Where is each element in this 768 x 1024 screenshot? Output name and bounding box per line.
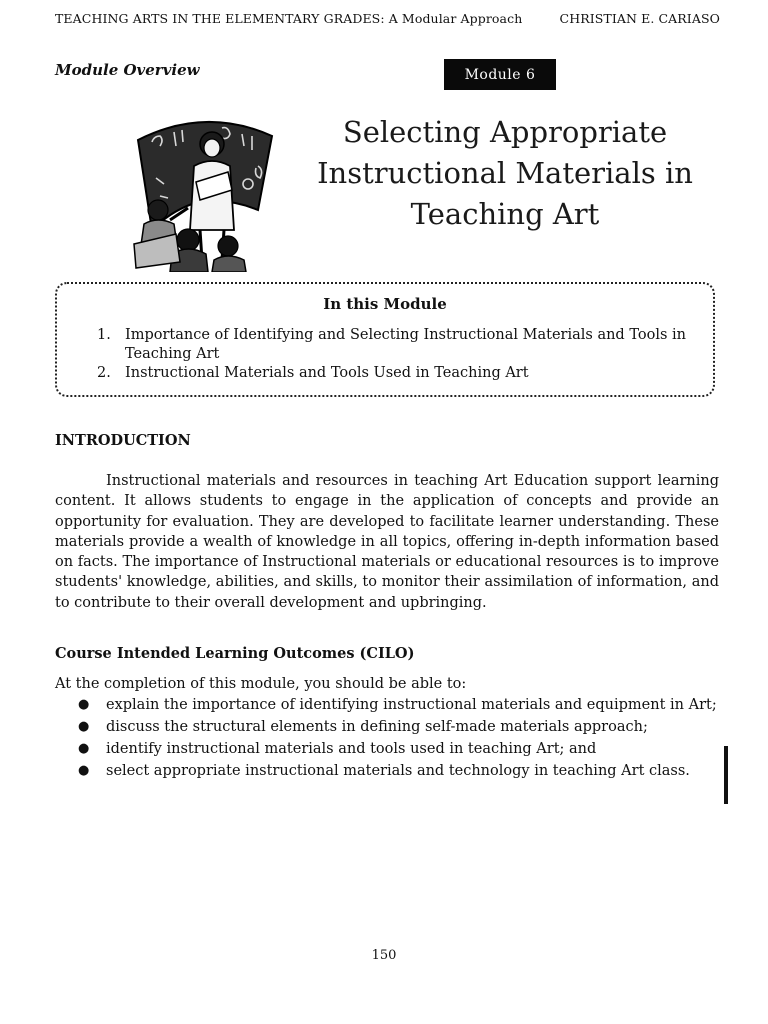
bullet-icon: ● — [78, 741, 90, 756]
teacher-with-students-icon — [130, 112, 280, 272]
list-item-number: 2. — [97, 365, 111, 381]
header-author: CHRISTIAN E. CARIASO — [559, 11, 720, 26]
list-item-text: select appropriate instructional materials and technology in teaching Art class. — [106, 763, 690, 779]
list-item — [78, 716, 718, 738]
list-item-text: discuss the structural elements in defining self-made materials approach; — [106, 719, 648, 735]
list-item — [78, 694, 718, 716]
margin-change-bar — [724, 746, 728, 804]
list-item-text: explain the importance of identifying instructional materials and equipment in Art; — [106, 697, 717, 713]
cilo-outcomes-list — [78, 694, 718, 782]
introduction-heading: INTRODUCTION — [55, 432, 191, 449]
list-item-line: Importance of Identifying and Selecting Instructional Materials and Tools in — [125, 327, 686, 343]
bullet-icon: ● — [78, 719, 90, 734]
list-item-text: identify instructional materials and tools used in teaching Art; and — [106, 741, 597, 757]
list-item-text — [125, 326, 686, 364]
in-this-module-box — [55, 282, 715, 397]
title-line: Instructional Materials in — [317, 156, 693, 190]
list-item-line: Instructional Materials and Tools Used in Teaching Art — [125, 365, 529, 381]
title-line: Teaching Art — [410, 197, 600, 231]
bullet-icon: ● — [78, 763, 90, 778]
header-course-title: TEACHING ARTS IN THE ELEMENTARY GRADES: A Modular Approach — [55, 11, 523, 26]
module-overview-label: Module Overview — [55, 61, 200, 79]
page-number: 150 — [371, 948, 397, 963]
list-item-number: 1. — [97, 327, 111, 343]
title-line: Selecting Appropriate — [342, 115, 668, 149]
introduction-paragraph: Instructional materials and resources in teaching Art Education support learning content. It allows students to engage in the application of concepts and provide an opportunity for evaluation. They are developed to facilitate learner understanding. These materials provide a wealth of knowledge in all topics, offering in-depth information based on facts. The importance of Instructional materials or educational resources is to improve students' knowledge, abilities, and skills, to monitor their assimilation of information, and to contribute to their overall development and upbringing. — [55, 473, 719, 611]
list-item — [78, 738, 718, 760]
in-this-module-title: In this Module — [323, 295, 447, 313]
cilo-lead-text: At the completion of this module, you should be able to: — [55, 676, 467, 692]
module-title — [300, 112, 710, 235]
bullet-icon: ● — [78, 697, 90, 712]
list-item — [78, 760, 718, 782]
module-number-badge: Module 6 — [444, 59, 556, 90]
running-header — [55, 11, 720, 26]
list-item — [97, 326, 689, 364]
list-item — [97, 364, 689, 383]
cilo-heading: Course Intended Learning Outcomes (CILO) — [55, 645, 415, 662]
module-topics-list — [97, 326, 689, 383]
list-item-line: Teaching Art — [125, 346, 220, 362]
